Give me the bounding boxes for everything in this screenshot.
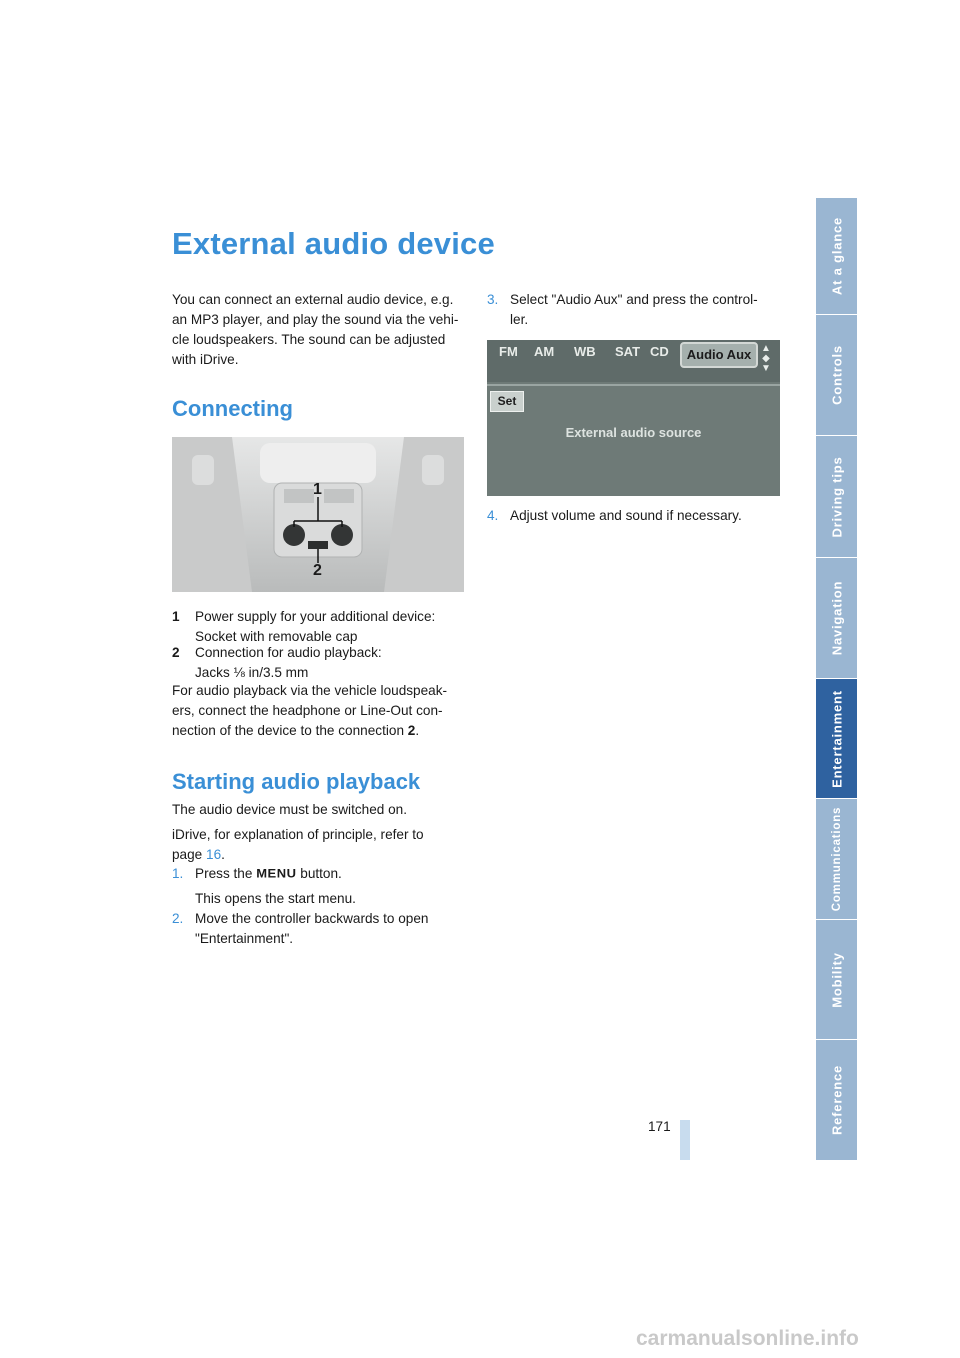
intro-line: an MP3 player, and play the sound via the vehi-: [172, 312, 459, 327]
step-text: "Entertainment".: [195, 931, 294, 946]
tab-label: Controls: [829, 345, 844, 405]
starting-heading: Starting audio playback: [172, 769, 421, 794]
tab-communications[interactable]: [816, 799, 857, 920]
step-item: [487, 290, 758, 330]
menu-am: AM: [534, 344, 555, 359]
page-number: 171: [648, 1119, 671, 1134]
page-marker: [680, 1120, 690, 1160]
connection-ref: 2: [407, 723, 416, 738]
intro-line: You can connect an external audio device, e.g.: [172, 292, 454, 307]
item-number: 1: [172, 609, 180, 624]
menu-cd: CD: [650, 344, 669, 359]
menu-sat: SAT: [615, 344, 641, 359]
tab-navigation[interactable]: [816, 558, 857, 679]
step-item: [487, 506, 742, 526]
paragraph-text: .: [221, 847, 225, 862]
figure-label-1: 1: [313, 481, 322, 498]
list-item: [172, 607, 435, 647]
intro-line: with iDrive.: [172, 352, 239, 367]
item-text: Connection for audio playback:: [195, 645, 382, 660]
step-item: [172, 909, 428, 949]
set-button: Set: [490, 391, 524, 412]
step-number: 2.: [172, 911, 184, 926]
screen-divider: [487, 384, 780, 386]
footer-watermark: carmanualsonline.info: [636, 1327, 859, 1350]
paragraph-text: .: [415, 723, 420, 738]
step-text-post: button.: [296, 866, 342, 881]
list-item: [172, 643, 382, 683]
idrive-screen: [487, 340, 780, 496]
item-number: 2: [172, 645, 180, 660]
rear-console-photo: [172, 437, 464, 592]
menu-fm: FM: [499, 344, 518, 359]
tab-label: Entertainment: [829, 689, 844, 788]
step-number: 3.: [487, 292, 499, 307]
step-text: [195, 864, 356, 884]
menu-wb: WB: [574, 344, 596, 359]
tab-reference[interactable]: [816, 1040, 857, 1161]
item-text: Socket with removable cap: [195, 629, 358, 644]
tab-entertainment[interactable]: [816, 679, 857, 799]
paragraph-line: iDrive, for explanation of principle, refer to: [172, 827, 424, 842]
scroll-arrows-icon: ▲ ◆ ▼: [761, 343, 771, 374]
intro-line: cle loudspeakers. The sound can be adjusted: [172, 332, 446, 347]
paragraph-line: For audio playback via the vehicle loudspeak-: [172, 683, 448, 698]
connecting-paragraph: [172, 681, 447, 741]
connecting-heading: Connecting: [172, 396, 293, 421]
tab-driving-tips[interactable]: [816, 436, 857, 558]
step-subtext: This opens the start menu.: [195, 891, 356, 906]
paragraph-text: nection of the device to the connection: [172, 723, 408, 738]
tab-label: Communications: [830, 806, 843, 912]
intro-paragraph: [172, 290, 458, 370]
step-text-pre: Press the: [195, 866, 257, 881]
paragraph-line: ers, connect the headphone or Line-Out con-: [172, 703, 443, 718]
paragraph-text: page: [172, 847, 207, 862]
figure-label-2: 2: [313, 562, 322, 579]
tab-mobility[interactable]: [816, 920, 857, 1040]
step-number: 1.: [172, 866, 184, 881]
page-title: External audio device: [172, 226, 495, 261]
tab-label: Reference: [829, 1064, 844, 1136]
starting-p2: [172, 825, 424, 865]
menu-key-label: MENU: [256, 866, 297, 881]
tab-label: Navigation: [829, 580, 844, 656]
tab-controls[interactable]: [816, 315, 857, 436]
page-link[interactable]: 16: [206, 847, 222, 862]
starting-p1: The audio device must be switched on.: [172, 802, 408, 817]
step-item: [172, 864, 356, 909]
item-text: Power supply for your additional device:: [195, 609, 436, 624]
tab-at-a-glance[interactable]: [816, 198, 857, 315]
step-text: Move the controller backwards to open: [195, 911, 429, 926]
paragraph-line: [172, 721, 447, 741]
paragraph-line: [172, 845, 424, 865]
step-text: Adjust volume and sound if necessary.: [510, 508, 742, 523]
item-text: Jacks ⅛ in/3.5 mm: [195, 665, 309, 680]
menu-audio-aux: Audio Aux: [680, 342, 758, 368]
screen-message: External audio source: [565, 425, 702, 440]
tab-label: At a glance: [829, 216, 844, 296]
tab-label: Mobility: [829, 951, 844, 1008]
step-number: 4.: [487, 508, 499, 523]
step-text: ler.: [510, 312, 529, 327]
step-text: Select "Audio Aux" and press the control-: [510, 292, 758, 307]
tab-label: Driving tips: [829, 455, 844, 538]
